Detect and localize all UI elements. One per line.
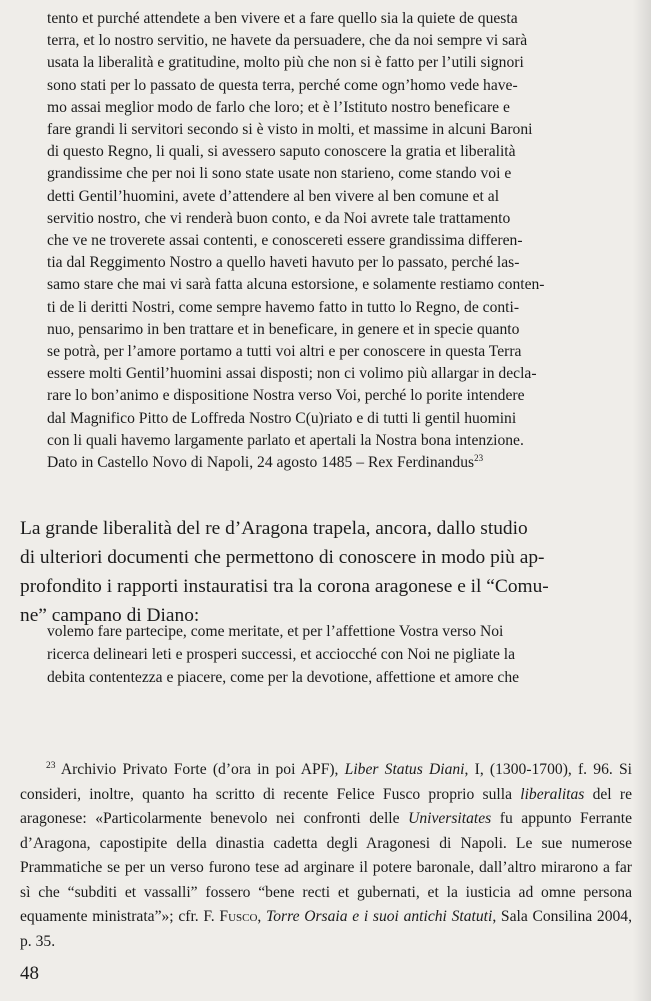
block-quote-document (47, 620, 602, 689)
term-liberalitas: liberalitas (520, 785, 585, 803)
quote-line: ricerca delineari leti e prosperi successi, et acciocché con Noi ne pigliate la (47, 646, 516, 663)
quote-line: tento et purché attendete a ben vivere et a fare quello sia la quiete de questa (47, 10, 518, 27)
quote-line: dal Magnifico Pitto de Loffreda Nostro C(u)riato e di tutti li gentil huomini (47, 409, 517, 427)
block-quote-letter (47, 8, 602, 474)
quote-line: grandissime che per noi li sono state usate non starieno, come stando voi e (47, 165, 512, 183)
footnote-ref-23[interactable]: 23 (474, 452, 484, 463)
quote-line: servitio nostro, che vi renderà buon conto, e da Noi avrete tale trattamento (47, 209, 511, 227)
footnote-number: 23 (46, 760, 56, 771)
quote-date-signature: Dato in Castello Novo di Napoli, 24 agosto 1485 – Rex Ferdinandus (47, 454, 475, 472)
term-universitates: Universitates (408, 810, 492, 827)
page-number: 48 (20, 963, 39, 984)
footnote-text (20, 758, 632, 954)
body-line: ne” campano di Diano: (20, 605, 200, 626)
footnote-segment: , (257, 908, 267, 925)
footnote-segment: Archivio Privato Forte (d’ora in poi APF), (55, 761, 345, 778)
footnote-segment: fu appunto Ferrante d’Aragona, capostipite della dinastia cadetta degli Aragonesi di Napoli. Le sue numerose Prammatiche se per un verso furono tese ad arginare il potere baronale, dall’altro mirarono a far sì che “subditi et vassalli” fossero “bene recti et gubernati, et la iusticia ad omne persona equamente ministrata”»; cfr. F. (20, 810, 632, 925)
quote-line: sono stati per lo passato de questa terra, perché come ogn’homo vede have- (47, 76, 518, 94)
quote-signature-line (47, 452, 602, 474)
facing-page-edge (633, 0, 651, 1001)
title-torre-orsaia: Torre Orsaia e i suoi antichi Statuti (266, 908, 493, 925)
body-paragraph (20, 514, 632, 630)
body-line: profondito i rapporti instauratisi tra la corona aragonese e il “Comu- (20, 576, 549, 597)
body-line: di ulteriori documenti che permettono di conoscere in modo più ap- (20, 547, 545, 568)
quote-line: usata la liberalità e gratitudine, molto più che non si è fatto per l’utili signori (47, 54, 524, 72)
body-line: La grande liberalità del re d’Aragona trapela, ancora, dallo studio (20, 518, 528, 539)
quote-line: se potrà, per l’amore portamo a tutti voi altri e per conoscere in questa Terra (47, 343, 522, 361)
quote-line: con li quali havemo largamente parlato et apertali la Nostra bona intenzione. (47, 431, 524, 449)
quote-line: essere molti Gentil’huomini assai disposti; non ci volimo più allargar in decla- (47, 365, 537, 383)
quote-line: tia dal Reggimento Nostro a quello haveti havuto per lo passato, perché las- (47, 254, 520, 272)
quote-line: che ve ne troverete assai contenti, e conoscereti essere grandissima differen- (47, 232, 523, 250)
author-fusco: Fusco (219, 908, 258, 925)
quote-line: detti Gentil’huomini, avete d’attendere al ben vivere al ben comune et al (47, 187, 500, 205)
quote-line: ti de li deritti Nostri, come sempre havemo fatto in tutto lo Regno, de conti- (47, 298, 520, 316)
quote-line: volemo fare partecipe, come meritate, et per l’affettione Vostra verso Noi (47, 623, 504, 640)
quote-line: nuo, pensarimo in ben trattare et in beneficare, in genere et in specie quanto (47, 320, 520, 338)
quote-line: samo stare che mai vi sarà fatta alcuna estorsione, e solamente restiamo conten- (47, 276, 545, 294)
title-liber-status-diani: Liber Status Diani (344, 761, 465, 778)
quote-line: mo assai meglior modo de farlo che loro; et è l’Istituto nostro beneficare e (47, 98, 510, 116)
quote-line: di questo Regno, li quali, si avessero saputo conoscere la gratia et liberalità (47, 143, 516, 161)
footnote-segment: del re aragonese: «Particolarmente benevolo nei confronti delle (20, 785, 632, 827)
footnote-23 (20, 758, 632, 954)
footnote-segment: , I, (1300-1700), f. 96. Si consideri, inoltre, quanto ha scritto di recente Felice Fusco proprio sulla (20, 761, 632, 803)
quote-line: fare grandi li servitori secondo si è visto in molti, et massime in alcuni Baroni (47, 121, 533, 139)
footnote-segment: , Sala Consilina 2004, p. 35. (20, 908, 633, 950)
quote-line: debita contentezza e piacere, come per la devotione, affettione et amore che (47, 669, 520, 686)
quote-line: terra, et lo nostro servitio, ne havete da persuadere, che da noi sempre vi sarà (47, 32, 528, 50)
quote-line: rare lo bon’animo e dispositione Nostra verso Voi, perché lo porite intendere (47, 387, 525, 405)
